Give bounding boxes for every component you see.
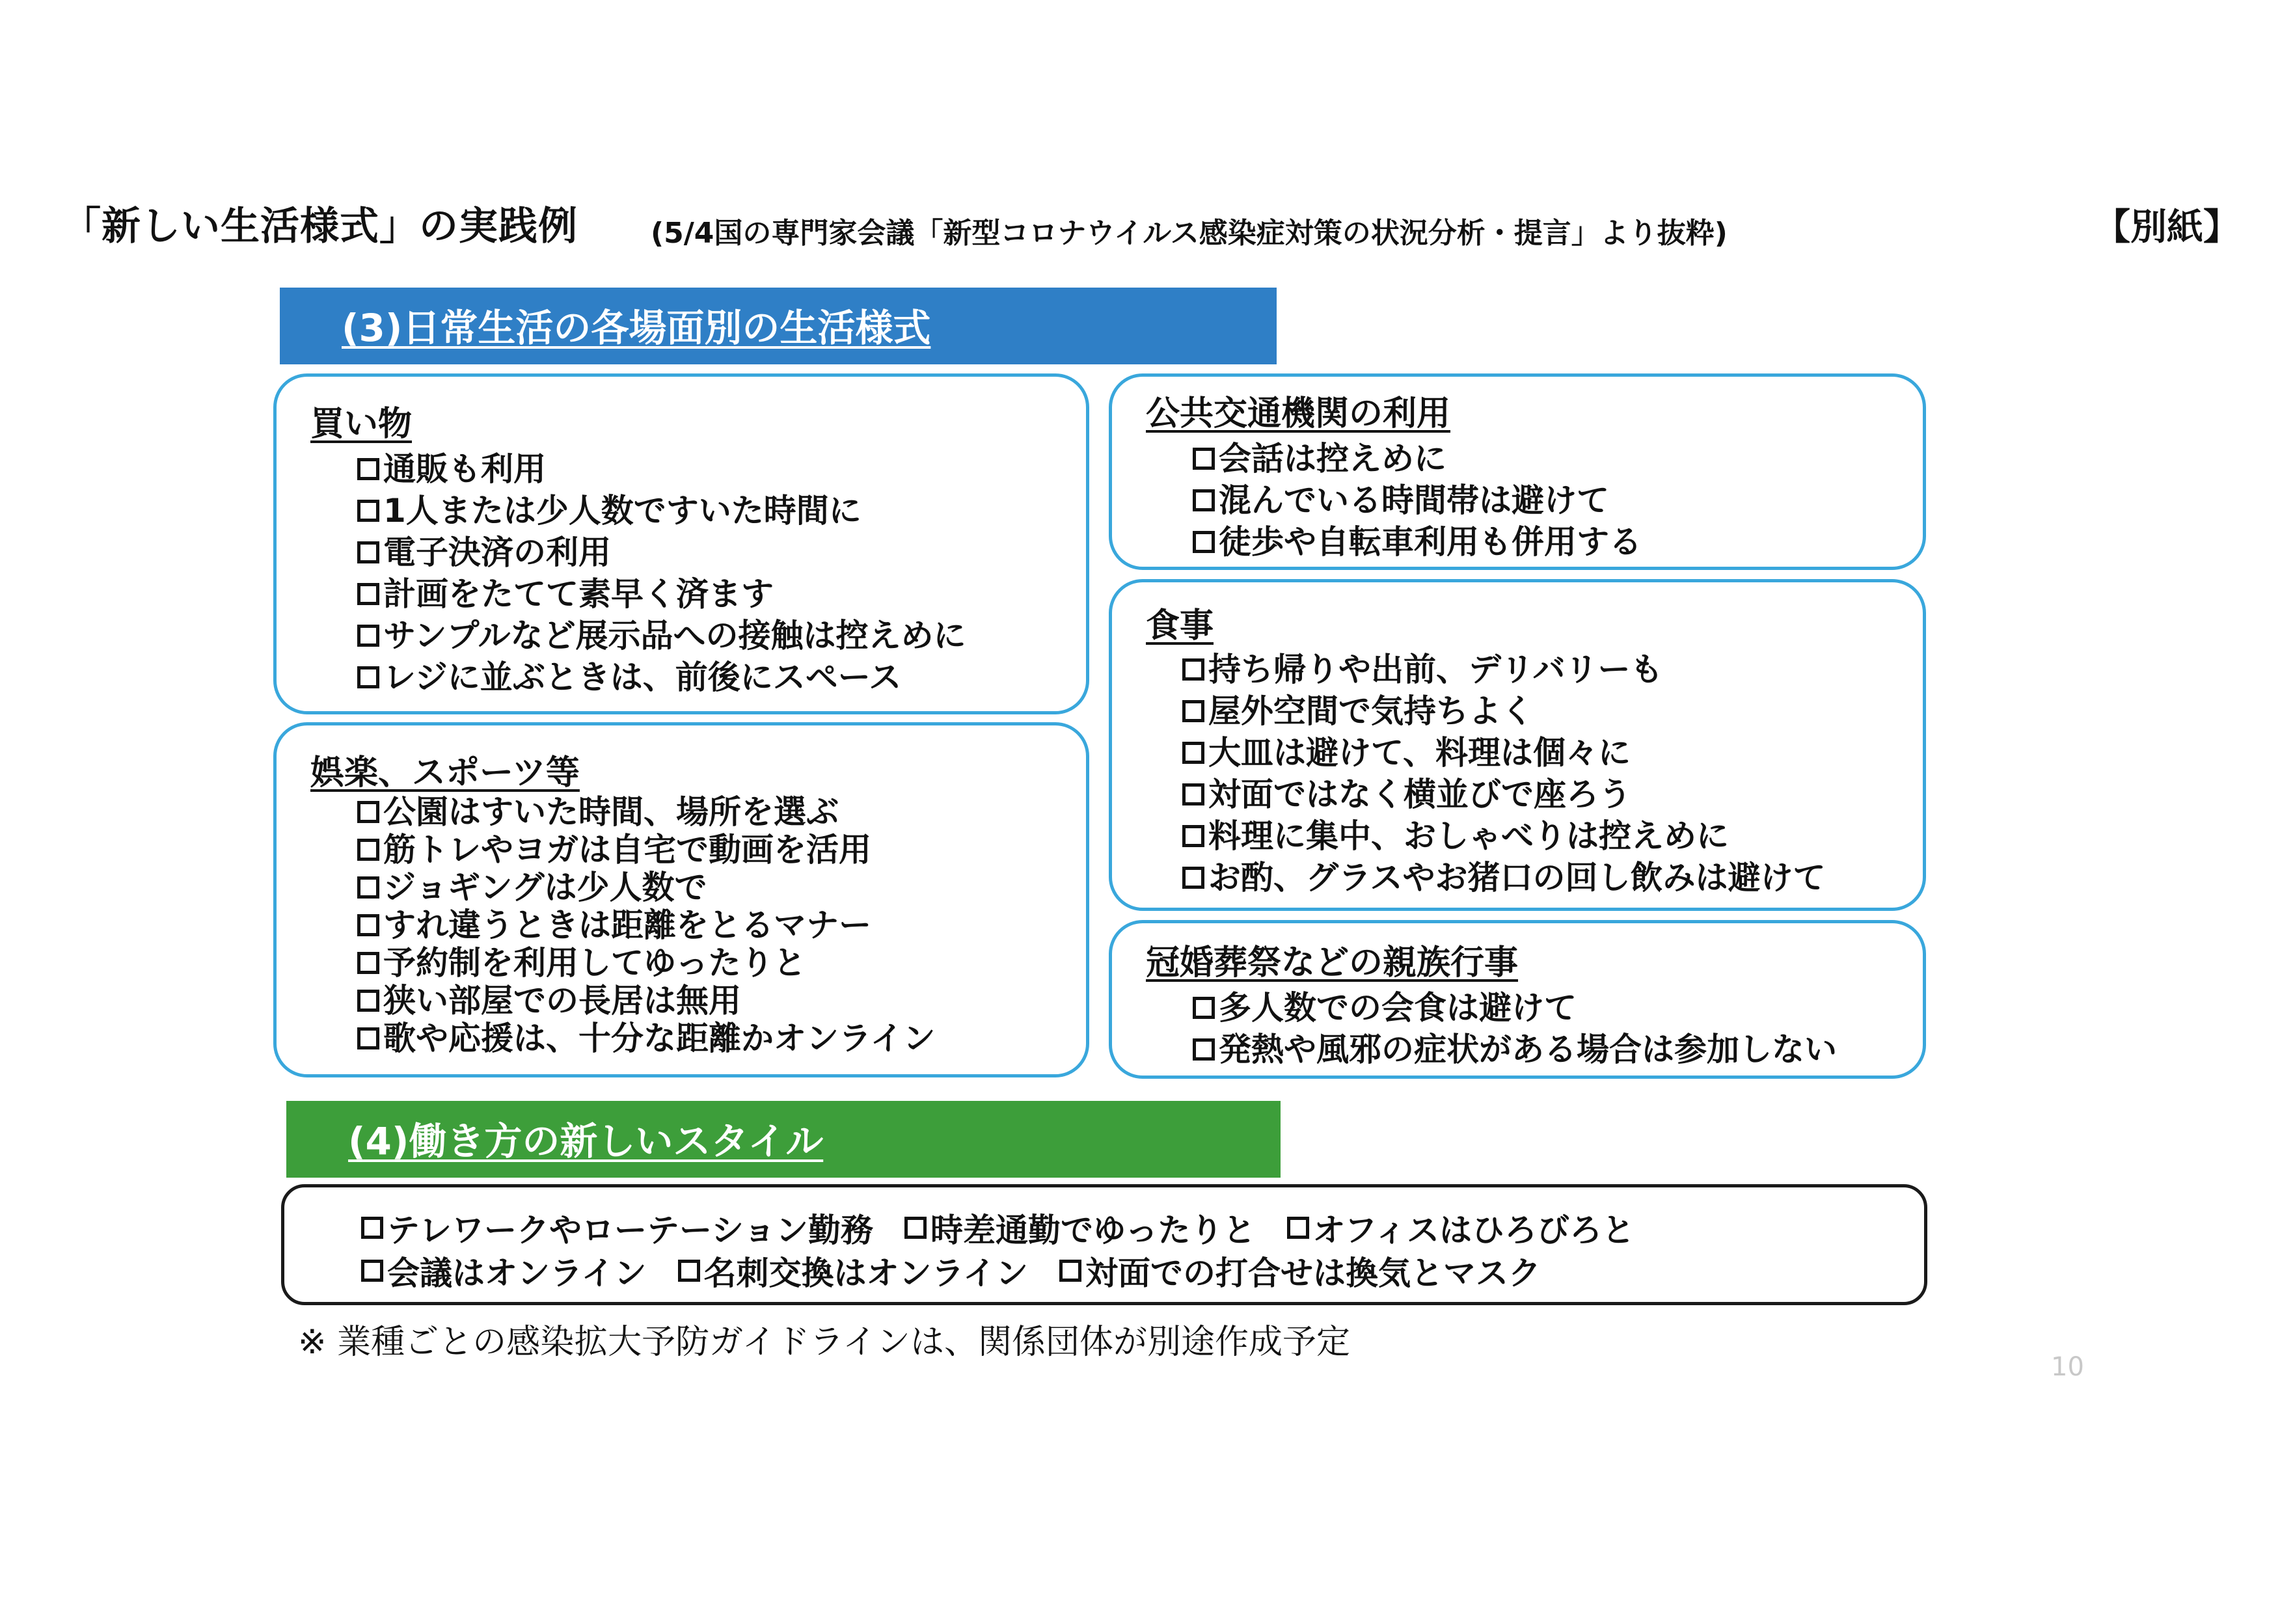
footnote: ※ 業種ごとの感染拡大予防ガイドラインは、関係団体が別途作成予定 (298, 1323, 1350, 1362)
transit-list (1193, 438, 1642, 563)
list-item: 大皿は避けて、料理は個々に (1182, 732, 1826, 774)
list-item: すれ違うときは距離をとるマナー (357, 906, 936, 944)
workstyle-row-2 (361, 1247, 1572, 1294)
leisure-box (273, 722, 1089, 1077)
list-item: オフィスはひろびろと (1287, 1204, 1635, 1251)
checkbox-icon (361, 1260, 383, 1282)
ceremonies-box (1109, 920, 1926, 1079)
checkbox-icon (1193, 531, 1215, 553)
list-item: サンプルなど展示品への接触は控えめに (357, 615, 966, 656)
checkbox-icon (1059, 1260, 1081, 1282)
list-item: 狭い部屋での長居は無用 (357, 982, 936, 1020)
checkbox-icon (1182, 783, 1204, 805)
checkbox-icon (1193, 997, 1215, 1019)
checkbox-icon (1182, 658, 1204, 681)
meals-box (1109, 579, 1926, 911)
list-item: 会話は控えめに (1193, 438, 1642, 480)
checkbox-icon (357, 801, 379, 823)
checkbox-icon (357, 839, 379, 861)
list-item: 発熱や風邪の症状がある場合は参加しない (1193, 1029, 1837, 1070)
list-item: 1人または少人数ですいた時間に (357, 490, 966, 532)
section3-banner (280, 288, 1277, 364)
checkbox-icon (1182, 825, 1204, 847)
page-title: 「新しい生活様式」の実践例 (62, 204, 578, 249)
section3-heading: (3)日常生活の各場面別の生活様式 (342, 306, 931, 350)
list-item: 混んでいる時間帯は避けて (1193, 480, 1642, 521)
workstyle-row-1 (361, 1204, 1666, 1251)
checkbox-icon (1182, 700, 1204, 722)
list-item: 多人数での会食は避けて (1193, 987, 1837, 1029)
list-item: 徒歩や自転車利用も併用する (1193, 521, 1642, 563)
leisure-title: 娯楽、スポーツ等 (310, 753, 580, 792)
checkbox-icon (1182, 742, 1204, 764)
checkbox-icon (357, 583, 379, 605)
list-item: お酌、グラスやお猪口の回し飲みは避けて (1182, 857, 1826, 899)
section4-banner (286, 1101, 1281, 1178)
ceremonies-list (1193, 987, 1837, 1070)
checkbox-icon (357, 666, 379, 688)
checkbox-icon (1193, 1038, 1215, 1061)
checkbox-icon (357, 1027, 379, 1049)
checkbox-icon (1182, 867, 1204, 889)
list-item: 電子決済の利用 (357, 532, 966, 573)
list-item: 計画をたてて素早く済ます (357, 573, 966, 615)
meals-list (1182, 649, 1826, 899)
transit-box (1109, 373, 1926, 570)
checkbox-icon (357, 541, 379, 563)
checkbox-icon (1193, 448, 1215, 470)
list-item: 時差通勤でゆったりと (904, 1204, 1256, 1251)
leisure-list (357, 793, 936, 1057)
checkbox-icon (357, 914, 379, 936)
list-item: 対面での打合せは換気とマスク (1059, 1247, 1541, 1294)
list-item: 料理に集中、おしゃべりは控えめに (1182, 815, 1826, 857)
shopping-box (273, 373, 1089, 714)
list-item: ジョギングは少人数で (357, 869, 936, 906)
checkbox-icon (1193, 489, 1215, 511)
list-item: 歌や応援は、十分な距離かオンライン (357, 1020, 936, 1057)
checkbox-icon (357, 990, 379, 1012)
list-item: 予約制を利用してゆったりと (357, 944, 936, 982)
page-subtitle: (5/4国の専門家会議「新型コロナウイルス感染症対策の状況分析・提言」より抜粋) (651, 217, 1728, 250)
checkbox-icon (361, 1217, 383, 1239)
ceremonies-title: 冠婚葬祭などの親族行事 (1146, 943, 1519, 982)
workstyle-box (281, 1184, 1927, 1305)
list-item: 持ち帰りや出前、デリバリーも (1182, 649, 1826, 690)
section4-heading: (4)働き方の新しいスタイル (348, 1119, 824, 1163)
list-item: 筋トレやヨガは自宅で動画を活用 (357, 831, 936, 869)
checkbox-icon (357, 952, 379, 974)
list-item: 会議はオンライン (361, 1247, 647, 1294)
checkbox-icon (678, 1260, 700, 1282)
attachment-tag: 【別紙】 (2094, 206, 2240, 249)
checkbox-icon (357, 500, 379, 522)
list-item: 名刺交換はオンライン (678, 1247, 1029, 1294)
list-item: 対面ではなく横並びで座ろう (1182, 774, 1826, 815)
transit-title: 公共交通機関の利用 (1146, 394, 1451, 433)
list-item: 通販も利用 (357, 448, 966, 490)
list-item: テレワークやローテーション勤務 (361, 1204, 873, 1251)
shopping-title: 買い物 (310, 405, 413, 444)
page-number: 10 (2051, 1352, 2084, 1382)
checkbox-icon (357, 458, 379, 480)
checkbox-icon (357, 625, 379, 647)
checkbox-icon (1287, 1217, 1309, 1239)
meals-title: 食事 (1146, 606, 1214, 645)
list-item: レジに並ぶときは、前後にスペース (357, 656, 966, 698)
checkbox-icon (357, 876, 379, 899)
shopping-list (357, 448, 966, 698)
list-item: 屋外空間で気持ちよく (1182, 690, 1826, 732)
checkbox-icon (904, 1217, 927, 1239)
list-item: 公園はすいた時間、場所を選ぶ (357, 793, 936, 831)
